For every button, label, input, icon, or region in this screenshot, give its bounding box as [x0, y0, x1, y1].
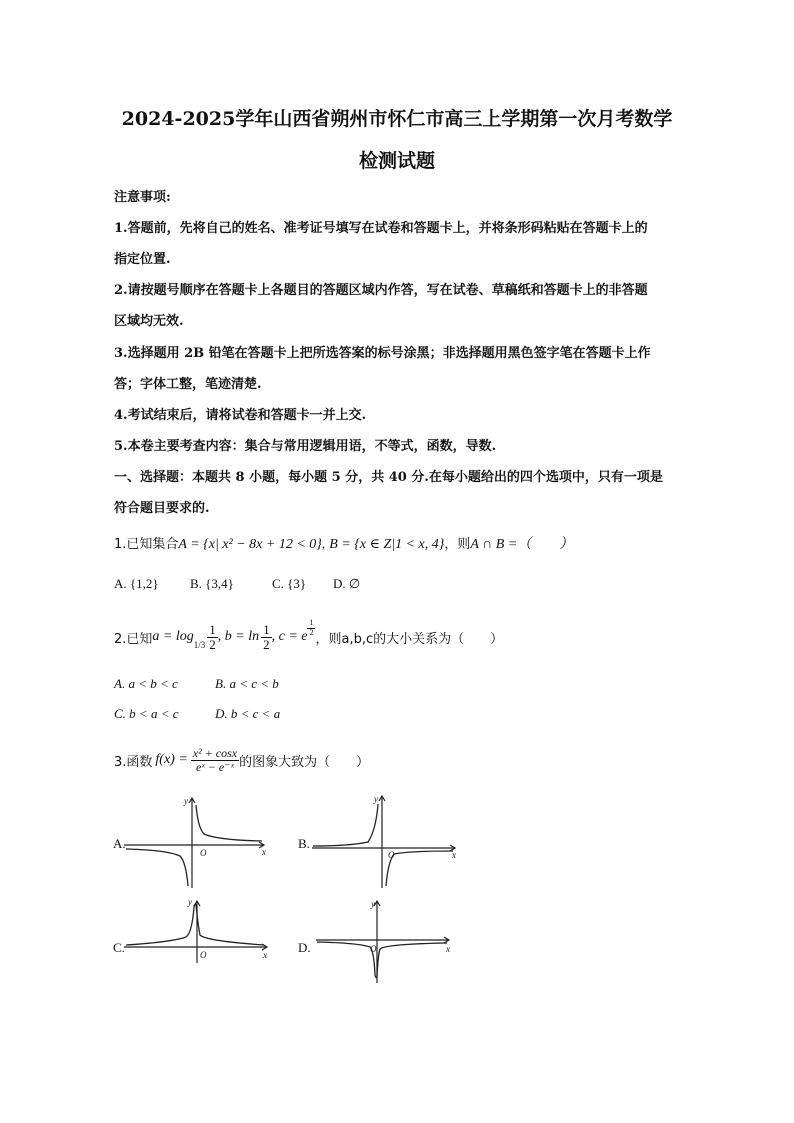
q3-graph-c	[122, 895, 272, 965]
notice-heading: 注意事项:	[114, 190, 171, 205]
q2-option-a: A. a < b < c	[114, 676, 178, 691]
q2-a-lhs: a = log	[152, 629, 194, 644]
q3-prefix: 3.函数	[114, 754, 153, 770]
q3-graph-a	[122, 790, 272, 890]
page-title-line2: 检测试题	[358, 150, 435, 172]
origin-label: O	[200, 950, 207, 960]
notice-line: 4.考试结束后，请将试卷和答题卡一并上交.	[114, 408, 367, 423]
q3-option-c-label: C.	[113, 940, 125, 955]
origin-label: O	[200, 848, 207, 858]
q1-set-b: B = {x ∈ Z|1 < x, 4}	[329, 537, 445, 552]
notice-line: 指定位置.	[114, 252, 171, 267]
q2-log-base: 1/3	[193, 640, 206, 650]
q2-option-b: B. a < c < b	[215, 676, 279, 691]
notice-line: 1.答题前，先将自己的姓名、准考证号填写在试卷和答题卡上，并将条形码粘贴在答题卡上的	[114, 221, 648, 236]
question-2	[114, 617, 503, 657]
q1-suffix: ，则	[444, 537, 471, 552]
q1-prefix: 1.已知集合	[114, 537, 179, 552]
origin-label: O	[388, 850, 395, 860]
y-axis-label: y	[188, 897, 192, 907]
q2-option-d: D. b < c < a	[215, 706, 281, 721]
q1-option-d: D. ∅	[333, 576, 361, 591]
notice-line: 2.请按题号顺序在答题卡上各题目的答题区域内作答，写在试卷、草稿纸和答题卡上的非答题	[114, 283, 648, 298]
origin-label: O	[370, 944, 377, 954]
q3-graph-b	[310, 790, 460, 890]
y-axis-label: y	[371, 899, 375, 909]
q1-option-b: B. {3,4}	[190, 576, 234, 591]
section-heading: 符合题目要求的.	[114, 501, 210, 516]
q2-c-lhs: , c = e	[271, 629, 308, 644]
x-axis-label: x	[263, 950, 267, 960]
notice-line: 5.本卷主要考查内容：集合与常用逻辑用语，不等式，函数，导数.	[114, 439, 497, 454]
q2-prefix: 2.已知	[114, 631, 153, 647]
q3-option-d-label: D.	[298, 940, 311, 955]
q3-fx: f(x) =	[155, 752, 188, 767]
section-heading: 一、选择题：本题共 8 小题，每小题 5 分，共 40 分.在每小题给出的四个选项中，只有一项是	[114, 470, 663, 485]
y-axis-label: y	[374, 794, 378, 804]
notice-line: 答；字体工整，笔迹清楚.	[114, 377, 262, 392]
q1-ask: A ∩ B =（ ）	[470, 537, 574, 552]
q3-fraction: $\frac{\text{x² + cosx}}{\text{eˣ − e⁻ˣ}}$	[192, 745, 238, 774]
notice-line: 区域均无效.	[114, 314, 184, 329]
q3-option-a-label: A.	[113, 836, 126, 851]
q3-graph-d	[314, 895, 454, 985]
question-1: 1.已知集合A = {x| x² − 8x + 12 < 0}, B = {x ∈ Z|1 < x, 4}，则A ∩ B =（ ）	[114, 536, 574, 552]
q2-b-fraction: $\frac{1}{2}$	[263, 621, 270, 652]
q1-option-c: C. {3}	[272, 576, 307, 591]
y-axis-label: y	[184, 796, 188, 806]
page-title-line1: 2024-2025学年山西省朔州市怀仁市高三上学期第一次月考数学	[121, 108, 673, 130]
notice-line: 3.选择题用 2B 铅笔在答题卡上把所选答案的标号涂黑；非选择题用黑色签字笔在答题卡上作	[114, 346, 651, 361]
x-axis-label: x	[262, 847, 266, 857]
q3-suffix: 的图象大致为（ ）	[239, 754, 370, 770]
q2-a-fraction: $\frac{1}{2}$	[209, 621, 216, 652]
q2-b-lhs: , b = ln	[217, 629, 260, 644]
q2-suffix: ，则a,b,c的大小关系为（ ）	[315, 631, 504, 647]
q2-option-c: C. b < a < c	[114, 706, 179, 721]
q1-option-a: A. {1,2}	[114, 576, 159, 591]
x-axis-label: x	[452, 850, 456, 860]
q3-option-b-label: B.	[298, 836, 310, 851]
q2-c-exponent: $\frac{1}{2}$	[309, 618, 314, 637]
q1-set-a: A = {x| x² − 8x + 12 < 0}	[178, 537, 322, 552]
question-3	[114, 739, 369, 781]
x-axis-label: x	[446, 944, 450, 954]
